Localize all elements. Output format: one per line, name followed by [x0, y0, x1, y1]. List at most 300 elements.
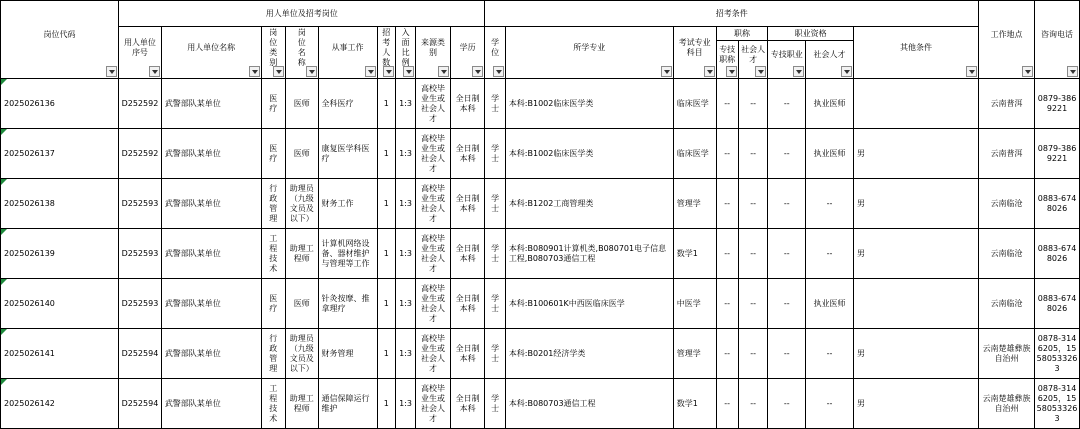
filter-dropdown[interactable] [383, 66, 394, 77]
cell-text: -- [724, 398, 731, 408]
cell-major[interactable] [505, 79, 673, 129]
cell-text: 武警部队某单位 [164, 398, 221, 408]
cell-code[interactable] [1, 279, 119, 329]
cell-text: 本科:B1202工商管理类 [508, 198, 594, 208]
cell-title-a[interactable] [716, 79, 738, 129]
cell-qual-a[interactable] [768, 229, 806, 279]
cell-text: 2025026136 [4, 98, 55, 108]
cell-text: 武警部队某单位 [164, 98, 221, 108]
cell-text: 全日制本科 [455, 293, 480, 313]
cell-work[interactable] [318, 229, 377, 279]
cell-unit-name[interactable] [161, 329, 261, 379]
cell-text: 学士 [491, 393, 500, 413]
cell-text: D252594 [121, 398, 159, 408]
cell-text: 0883-6748026 [1037, 243, 1077, 263]
cell-post-type[interactable] [261, 229, 285, 279]
cell-text: 本科:B1002临床医学类 [508, 148, 594, 158]
cell-text: 医师 [293, 148, 310, 158]
cell-title-a[interactable] [716, 329, 738, 379]
cell-major[interactable] [505, 279, 673, 329]
error-indicator-icon [1, 79, 7, 85]
cell-text: 男 [856, 248, 865, 258]
cell-title-a[interactable] [716, 179, 738, 229]
cell-text: 中医学 [676, 298, 701, 308]
cell-edu[interactable] [450, 229, 485, 279]
cell-other[interactable] [853, 129, 978, 179]
cell-code[interactable] [1, 179, 119, 229]
cell-text: 计算机网络设备、器材维护与管理等工作 [321, 238, 370, 268]
header-qual-a: 专技职业 [768, 41, 806, 79]
cell-text: -- [750, 148, 757, 158]
cell-text: 管理学 [676, 348, 701, 358]
cell-text: 本科:B080703通信工程 [508, 398, 596, 408]
cell-major[interactable] [505, 229, 673, 279]
filter-dropdown[interactable] [841, 66, 852, 77]
cell-exam[interactable] [673, 179, 716, 229]
cell-unit-no[interactable] [119, 179, 162, 229]
cell-other[interactable] [853, 329, 978, 379]
cell-text: -- [826, 198, 833, 208]
filter-dropdown[interactable] [1067, 66, 1078, 77]
cell-text: 医疗 [269, 93, 278, 113]
cell-text: 武警部队某单位 [164, 248, 221, 258]
cell-text: D252593 [121, 298, 159, 308]
cell-phone[interactable] [1035, 129, 1080, 179]
cell-degree[interactable] [485, 329, 505, 379]
cell-code[interactable] [1, 229, 119, 279]
cell-degree[interactable] [485, 229, 505, 279]
cell-text: 0883-6748026 [1037, 193, 1077, 213]
filter-dropdown[interactable] [726, 66, 737, 77]
cell-text: 0878-3146205，15580533263 [1036, 333, 1078, 373]
cell-major[interactable] [505, 179, 673, 229]
filter-dropdown[interactable] [755, 66, 766, 77]
cell-text: 财务工作 [321, 198, 354, 208]
cell-place[interactable] [979, 329, 1035, 379]
cell-text: 1 [383, 98, 389, 108]
cell-unit-name[interactable] [161, 129, 261, 179]
cell-text: -- [750, 348, 757, 358]
filter-dropdown[interactable] [438, 66, 449, 77]
cell-text: 本科:B100601K中西医临床医学 [508, 298, 625, 308]
cell-post-type[interactable] [261, 179, 285, 229]
cell-text: 全日制本科 [455, 393, 480, 413]
cell-text: -- [750, 248, 757, 258]
cell-text: 2025026137 [4, 148, 55, 158]
cell-text: 武警部队某单位 [164, 298, 221, 308]
error-indicator-icon [1, 229, 7, 235]
cell-text: 高校毕业生或社会人才 [421, 233, 446, 273]
cell-text: 康复医学科医疗 [321, 143, 370, 163]
cell-text: 本科:B080901计算机类,B080701电子信息工程,B080703通信工程 [508, 243, 667, 263]
cell-text: 数学1 [676, 398, 698, 408]
cell-work[interactable] [318, 79, 377, 129]
cell-text: 学士 [491, 293, 500, 313]
table-row[interactable] [1, 229, 1080, 279]
filter-dropdown[interactable] [249, 66, 260, 77]
cell-text: -- [724, 98, 731, 108]
cell-title-a[interactable] [716, 229, 738, 279]
cell-degree[interactable] [485, 79, 505, 129]
cell-text: 1:3 [399, 98, 412, 108]
cell-phone[interactable] [1035, 229, 1080, 279]
error-indicator-icon [1, 279, 7, 285]
cell-unit-no[interactable] [119, 379, 162, 429]
cell-text: 武警部队某单位 [164, 348, 221, 358]
cell-qual-a[interactable] [768, 179, 806, 229]
cell-text: 1:3 [399, 148, 412, 158]
cell-text: 1 [383, 148, 389, 158]
cell-count[interactable] [377, 179, 395, 229]
cell-post-type[interactable] [261, 79, 285, 129]
cell-work[interactable] [318, 379, 377, 429]
cell-text: 临床医学 [676, 148, 709, 158]
filter-dropdown[interactable] [793, 66, 804, 77]
cell-text: 管理学 [676, 198, 701, 208]
cell-work[interactable] [318, 279, 377, 329]
header-phone: 咨询电话 [1035, 1, 1080, 79]
cell-other[interactable] [853, 279, 978, 329]
filter-dropdown[interactable] [1022, 66, 1033, 77]
cell-text: 1:3 [399, 348, 412, 358]
cell-code[interactable] [1, 379, 119, 429]
cell-text: 行政管理 [269, 333, 278, 373]
cell-text: 医师 [293, 298, 310, 308]
filter-dropdown[interactable] [493, 66, 504, 77]
cell-source[interactable] [416, 79, 451, 129]
cell-unit-name[interactable] [161, 179, 261, 229]
cell-text: 助理员（九级文员及以下） [289, 183, 314, 223]
cell-text: D252592 [121, 98, 159, 108]
cell-text: -- [750, 198, 757, 208]
cell-text: 医疗 [269, 293, 278, 313]
cell-qual-b[interactable] [806, 179, 854, 229]
cell-text: 全日制本科 [455, 243, 480, 263]
cell-ratio[interactable] [395, 279, 415, 329]
cell-degree[interactable] [485, 179, 505, 229]
cell-ratio[interactable] [395, 379, 415, 429]
cell-text: 高校毕业生或社会人才 [421, 333, 446, 373]
cell-qual-b[interactable] [806, 379, 854, 429]
filter-dropdown[interactable] [966, 66, 977, 77]
cell-place[interactable] [979, 129, 1035, 179]
cell-exam[interactable] [673, 279, 716, 329]
cell-post-name[interactable] [285, 279, 318, 329]
header-degree: 学位 [485, 27, 505, 79]
filter-dropdown[interactable] [306, 66, 317, 77]
cell-code[interactable] [1, 129, 119, 179]
cell-edu[interactable] [450, 329, 485, 379]
cell-other[interactable] [853, 179, 978, 229]
cell-unit-name[interactable] [161, 379, 261, 429]
cell-text: 工程技术 [269, 233, 278, 273]
cell-source[interactable] [416, 129, 451, 179]
cell-ratio[interactable] [395, 129, 415, 179]
header-other: 其他条件 [853, 27, 978, 79]
cell-qual-a[interactable] [768, 129, 806, 179]
cell-qual-a[interactable] [768, 379, 806, 429]
cell-post-name[interactable] [285, 329, 318, 379]
cell-text: -- [783, 148, 790, 158]
cell-place[interactable] [979, 179, 1035, 229]
filter-dropdown[interactable] [403, 66, 414, 77]
cell-degree[interactable] [485, 279, 505, 329]
cell-phone[interactable] [1035, 79, 1080, 129]
cell-phone[interactable] [1035, 379, 1080, 429]
cell-exam[interactable] [673, 329, 716, 379]
header-source: 来源类别 [416, 27, 451, 79]
cell-text: 医师 [293, 98, 310, 108]
cell-text: -- [826, 348, 833, 358]
cell-text: 男 [856, 348, 865, 358]
cell-text: 云南临沧 [990, 198, 1023, 208]
cell-text: 高校毕业生或社会人才 [421, 133, 446, 173]
cell-text: 高校毕业生或社会人才 [421, 183, 446, 223]
header-code: 岗位代码 [1, 1, 119, 79]
table-row[interactable] [1, 379, 1080, 429]
header-qual-b: 社会人才 [806, 41, 854, 79]
table-row[interactable] [1, 79, 1080, 129]
cell-text: 1 [383, 298, 389, 308]
cell-text: 财务管理 [321, 348, 354, 358]
cell-degree[interactable] [485, 129, 505, 179]
cell-title-b[interactable] [738, 379, 768, 429]
cell-post-type[interactable] [261, 279, 285, 329]
cell-edu[interactable] [450, 279, 485, 329]
cell-text: -- [783, 298, 790, 308]
cell-text: 云南楚雄彝族自治州 [982, 343, 1031, 363]
cell-qual-a[interactable] [768, 329, 806, 379]
error-indicator-icon [1, 379, 7, 385]
cell-text: -- [724, 198, 731, 208]
cell-text: 2025026142 [4, 398, 55, 408]
cell-unit-no[interactable] [119, 229, 162, 279]
cell-text: 云南楚雄彝族自治州 [982, 393, 1031, 413]
cell-post-name[interactable] [285, 229, 318, 279]
cell-text: 0879-3869221 [1037, 93, 1077, 113]
filter-dropdown[interactable] [149, 66, 160, 77]
filter-dropdown[interactable] [472, 66, 483, 77]
cell-qual-a[interactable] [768, 279, 806, 329]
cell-text: 1 [383, 248, 389, 258]
cell-text: 学士 [491, 343, 500, 363]
cell-code[interactable] [1, 329, 119, 379]
cell-text: 全日制本科 [455, 343, 480, 363]
cell-edu[interactable] [450, 79, 485, 129]
cell-exam[interactable] [673, 129, 716, 179]
cell-title-a[interactable] [716, 379, 738, 429]
filter-dropdown[interactable] [106, 66, 117, 77]
header-title-a: 专技职称 [716, 41, 738, 79]
cell-post-name[interactable] [285, 129, 318, 179]
cell-text: 1:3 [399, 398, 412, 408]
cell-qual-b[interactable] [806, 279, 854, 329]
cell-text: 全科医疗 [321, 98, 354, 108]
cell-ratio[interactable] [395, 329, 415, 379]
cell-qual-b[interactable] [806, 129, 854, 179]
header-title-group: 职称 [716, 27, 768, 41]
filter-dropdown[interactable] [661, 66, 672, 77]
header-count: 招考人数 [377, 27, 395, 79]
cell-phone[interactable] [1035, 279, 1080, 329]
cell-source[interactable] [416, 279, 451, 329]
cell-text: 武警部队某单位 [164, 148, 221, 158]
cell-text: 全日制本科 [455, 193, 480, 213]
cell-text: 1:3 [399, 248, 412, 258]
filter-dropdown[interactable] [273, 66, 284, 77]
cell-title-b[interactable] [738, 129, 768, 179]
cell-text: 本科:B0201经济学类 [508, 348, 586, 358]
cell-text: 行政管理 [269, 183, 278, 223]
cell-phone[interactable] [1035, 179, 1080, 229]
cell-text: D252593 [121, 198, 159, 208]
cell-text: 助理工程师 [289, 393, 314, 413]
cell-count[interactable] [377, 279, 395, 329]
cell-text: 1:3 [399, 198, 412, 208]
cell-text: 数学1 [676, 248, 698, 258]
cell-post-name[interactable] [285, 379, 318, 429]
cell-text: 工程技术 [269, 383, 278, 423]
cell-exam[interactable] [673, 229, 716, 279]
cell-post-name[interactable] [285, 179, 318, 229]
cell-text: 执业医师 [813, 98, 846, 108]
cell-text: -- [724, 348, 731, 358]
cell-unit-name[interactable] [161, 279, 261, 329]
cell-place[interactable] [979, 279, 1035, 329]
cell-text: 男 [856, 198, 865, 208]
cell-post-name[interactable] [285, 79, 318, 129]
cell-degree[interactable] [485, 379, 505, 429]
cell-count[interactable] [377, 129, 395, 179]
header-place: 工作地点 [979, 1, 1035, 79]
cell-title-a[interactable] [716, 279, 738, 329]
cell-title-b[interactable] [738, 279, 768, 329]
cell-text: D252593 [121, 248, 159, 258]
cell-text: 1 [383, 198, 389, 208]
cell-text: -- [783, 98, 790, 108]
cell-text: 2025026138 [4, 198, 55, 208]
cell-text: 助理工程师 [289, 243, 314, 263]
cell-other[interactable] [853, 379, 978, 429]
cell-qual-a[interactable] [768, 79, 806, 129]
header-edu: 学历 [450, 27, 485, 79]
table-row[interactable] [1, 129, 1080, 179]
cell-text: 学士 [491, 243, 500, 263]
cell-text: 1 [383, 398, 389, 408]
cell-unit-no[interactable] [119, 279, 162, 329]
cell-post-type[interactable] [261, 379, 285, 429]
cell-unit-no[interactable] [119, 79, 162, 129]
cell-work[interactable] [318, 179, 377, 229]
cell-post-type[interactable] [261, 129, 285, 179]
cell-text: 医疗 [269, 143, 278, 163]
header-ratio: 入面比例 [395, 27, 415, 79]
cell-text: -- [750, 298, 757, 308]
header-major: 所学专业 [505, 27, 673, 79]
cell-edu[interactable] [450, 129, 485, 179]
cell-qual-b[interactable] [806, 329, 854, 379]
cell-text: 云南临沧 [990, 248, 1023, 258]
cell-phone[interactable] [1035, 329, 1080, 379]
cell-text: -- [750, 398, 757, 408]
cell-ratio[interactable] [395, 179, 415, 229]
cell-source[interactable] [416, 379, 451, 429]
cell-text: 高校毕业生或社会人才 [421, 283, 446, 323]
cell-unit-name[interactable] [161, 79, 261, 129]
cell-work[interactable] [318, 129, 377, 179]
cell-title-b[interactable] [738, 329, 768, 379]
cell-code[interactable] [1, 79, 119, 129]
header-unit-no: 用人单位序号 [119, 27, 162, 79]
cell-source[interactable] [416, 229, 451, 279]
filter-dropdown[interactable] [704, 66, 715, 77]
cell-text: 云南临沧 [990, 298, 1023, 308]
cell-title-a[interactable] [716, 129, 738, 179]
cell-title-b[interactable] [738, 79, 768, 129]
cell-text: D252592 [121, 148, 159, 158]
cell-text: 高校毕业生或社会人才 [421, 83, 446, 123]
table-row[interactable] [1, 279, 1080, 329]
cell-major[interactable] [505, 329, 673, 379]
cell-ratio[interactable] [395, 79, 415, 129]
cell-post-type[interactable] [261, 329, 285, 379]
cell-source[interactable] [416, 179, 451, 229]
cell-place[interactable] [979, 379, 1035, 429]
table-row[interactable] [1, 329, 1080, 379]
cell-text: 云南普洱 [990, 148, 1023, 158]
cell-count[interactable] [377, 79, 395, 129]
cell-text: 2025026139 [4, 248, 55, 258]
cell-exam[interactable] [673, 379, 716, 429]
cell-count[interactable] [377, 329, 395, 379]
cell-text: 0879-3869221 [1037, 143, 1077, 163]
cell-source[interactable] [416, 329, 451, 379]
cell-text: 执业医师 [813, 298, 846, 308]
cell-exam[interactable] [673, 79, 716, 129]
cell-edu[interactable] [450, 379, 485, 429]
cell-other[interactable] [853, 79, 978, 129]
cell-unit-name[interactable] [161, 229, 261, 279]
cell-unit-no[interactable] [119, 129, 162, 179]
cell-text: -- [826, 398, 833, 408]
cell-text: -- [724, 148, 731, 158]
cell-unit-no[interactable] [119, 329, 162, 379]
cell-other[interactable] [853, 229, 978, 279]
cell-edu[interactable] [450, 179, 485, 229]
cell-text: 学士 [491, 93, 500, 113]
cell-text: -- [783, 398, 790, 408]
table-row[interactable] [1, 179, 1080, 229]
cell-place[interactable] [979, 79, 1035, 129]
cell-title-b[interactable] [738, 229, 768, 279]
filter-dropdown[interactable] [365, 66, 376, 77]
cell-qual-b[interactable] [806, 229, 854, 279]
cell-text: 男 [856, 398, 865, 408]
cell-text: 临床医学 [676, 98, 709, 108]
cell-ratio[interactable] [395, 229, 415, 279]
cell-count[interactable] [377, 379, 395, 429]
cell-work[interactable] [318, 329, 377, 379]
cell-major[interactable] [505, 129, 673, 179]
cell-title-b[interactable] [738, 179, 768, 229]
cell-text: 1:3 [399, 298, 412, 308]
cell-major[interactable] [505, 379, 673, 429]
cell-text: 云南普洱 [990, 98, 1023, 108]
cell-count[interactable] [377, 229, 395, 279]
cell-place[interactable] [979, 229, 1035, 279]
cell-qual-b[interactable] [806, 79, 854, 129]
header-post-type: 岗位类别 [261, 27, 285, 79]
